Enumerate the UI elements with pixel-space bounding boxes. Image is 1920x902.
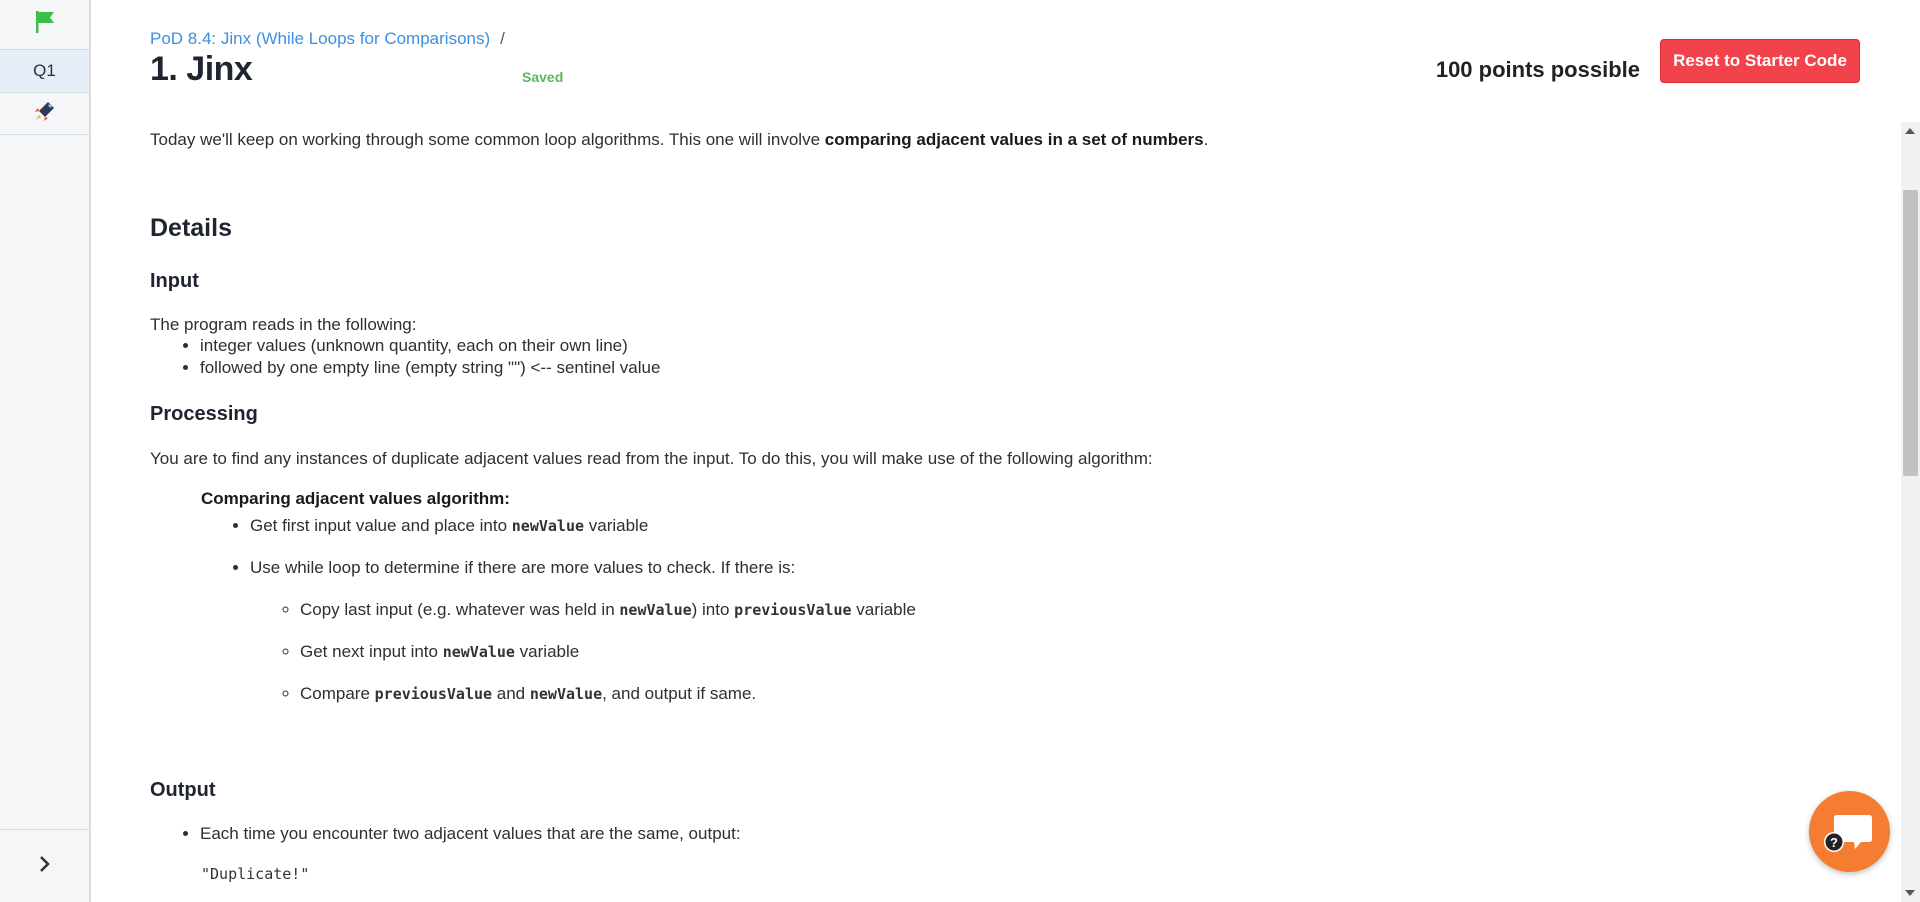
intro-end: .: [1203, 130, 1209, 149]
svg-text:?: ?: [1830, 835, 1838, 850]
problem-description: [150, 122, 1850, 902]
input-lead: The program reads in the following:: [150, 315, 417, 334]
list-item: [300, 642, 916, 662]
code-newvalue: newValue: [511, 517, 585, 535]
expand-rail-button[interactable]: [0, 829, 89, 902]
duplicate-output-text: "Duplicate!": [201, 865, 310, 883]
breadcrumb-separator: /: [500, 29, 505, 48]
chevron-right-icon: [38, 854, 52, 879]
algorithm-list: [150, 516, 916, 726]
intro-bold: comparing adjacent values in a set of numbers: [824, 130, 1204, 149]
sub1-pre: Copy last input (e.g. whatever was held in: [300, 600, 620, 619]
help-chat-button[interactable]: [1809, 791, 1890, 872]
rocket-icon: [34, 100, 56, 127]
code-newvalue: newValue: [442, 643, 515, 661]
sub1-mid: ) into: [691, 600, 735, 619]
processing-lead: You are to find any instances of duplicate adjacent values read from the input. To do this, you will make use of the following algorithm:: [150, 449, 1153, 468]
list-item: • followed by one empty line (empty string "") <-- sentinel value: [200, 357, 660, 379]
left-rail: [0, 0, 91, 902]
algorithm-sub-list: [250, 600, 916, 704]
input-list: [150, 335, 660, 379]
breadcrumb: [150, 29, 505, 49]
intro-text: [150, 130, 1208, 150]
scroll-up-arrow-icon[interactable]: [1905, 128, 1915, 134]
intro-plain: Today we'll keep on working through some common loop algorithms. This one will involve: [150, 130, 825, 149]
scrollbar-thumb[interactable]: [1903, 190, 1918, 476]
sub2-post: variable: [514, 642, 580, 661]
details-heading: Details: [150, 214, 232, 242]
q1-label: Q1: [33, 61, 56, 80]
sub3-pre: Compare: [300, 684, 375, 703]
input-heading: Input: [150, 270, 199, 292]
output-heading: Output: [150, 779, 216, 801]
sub2-pre: Get next input into: [300, 642, 443, 661]
list-item: [250, 558, 916, 704]
flag-tab[interactable]: [0, 0, 89, 50]
code-newvalue: newValue: [529, 685, 603, 703]
list-item: • Each time you encounter two adjacent values that are the same, output:: [200, 823, 741, 845]
code-newvalue: newValue: [619, 601, 692, 619]
algo-item1-text: Get first input value and place into: [250, 516, 512, 535]
page-title: 1. Jinx: [150, 50, 253, 88]
points-possible: 100 points possible: [1435, 57, 1640, 82]
sub3-post: , and output if same.: [602, 684, 757, 703]
rocket-tab[interactable]: [0, 93, 89, 135]
sub3-mid: and: [492, 684, 530, 703]
saved-status: Saved: [522, 69, 564, 85]
algorithm-title: Comparing adjacent values algorithm:: [201, 489, 510, 508]
breadcrumb-link[interactable]: PoD 8.4: Jinx (While Loops for Comparisons): [150, 29, 491, 48]
code-previousvalue: previousValue: [734, 601, 852, 619]
processing-heading: Processing: [150, 403, 258, 425]
list-item: • integer values (unknown quantity, each on their own line): [200, 335, 660, 357]
list-item: [300, 600, 916, 620]
output-list: [150, 823, 741, 845]
flag-icon: [34, 10, 56, 39]
list-item: [300, 684, 916, 704]
sub1-post: variable: [851, 600, 916, 619]
help-chat-icon: [1809, 835, 1890, 876]
reset-to-starter-code-button[interactable]: Reset to Starter Code: [1660, 39, 1860, 83]
question-tab-q1[interactable]: [0, 50, 89, 93]
code-previousvalue: previousValue: [374, 685, 493, 703]
scroll-down-arrow-icon[interactable]: [1905, 890, 1915, 896]
algo-item2-text: Use while loop to determine if there are more values to check. If there is:: [250, 558, 796, 577]
list-item: [250, 516, 916, 536]
algo-item1-post: variable: [584, 516, 649, 535]
